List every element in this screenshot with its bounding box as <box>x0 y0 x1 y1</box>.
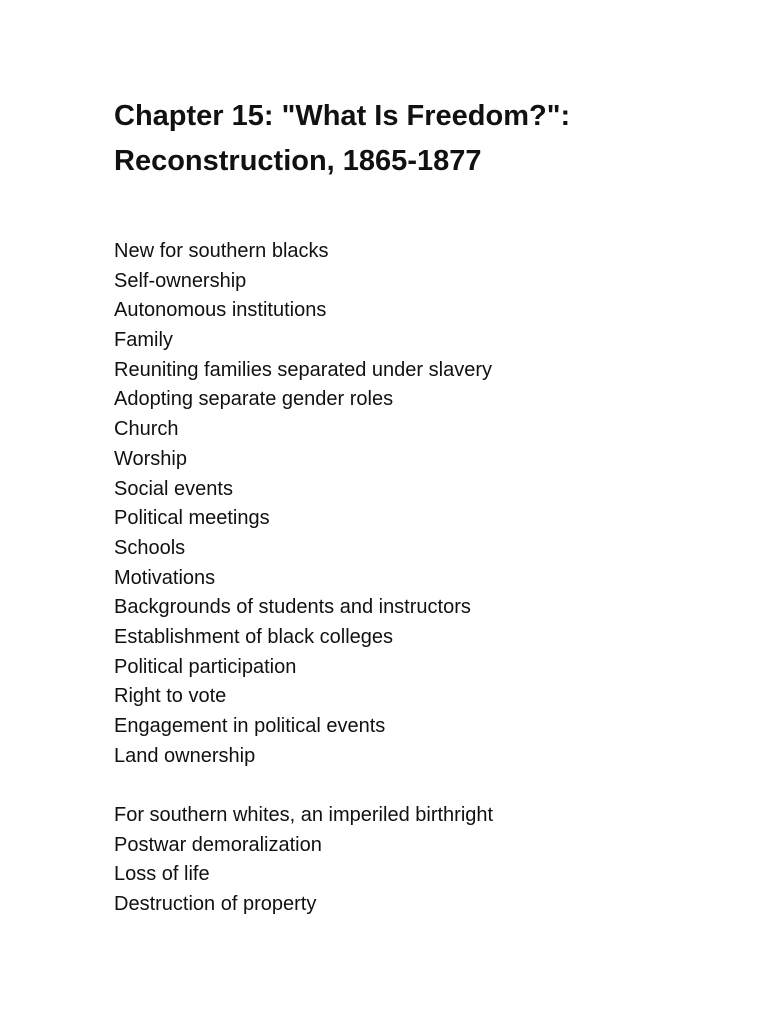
list-item: For southern whites, an imperiled birthright <box>114 804 494 826</box>
list-item: Motivations <box>114 566 216 589</box>
list-item: Autonomous institutions <box>114 299 327 322</box>
list-item: Right to vote <box>114 685 227 708</box>
list-item: Schools <box>114 536 186 559</box>
list-item: Church <box>114 418 179 441</box>
list-item: Adopting separate gender roles <box>114 388 394 411</box>
list-item: Family <box>114 329 173 352</box>
outline-section-southern-whites <box>114 801 714 920</box>
title-line-1: Chapter 15: "What Is Freedom?": <box>114 100 571 132</box>
page-title <box>114 94 714 184</box>
list-item: Political participation <box>114 655 297 678</box>
list-item: Destruction of property <box>114 893 317 916</box>
title-line-2: Reconstruction, 1865-1877 <box>114 145 482 177</box>
list-item: Worship <box>114 447 187 470</box>
list-item: Establishment of black colleges <box>114 625 394 648</box>
list-item: New for southern blacks <box>114 240 329 262</box>
outline-section-southern-blacks <box>114 237 714 771</box>
list-item: Political meetings <box>114 507 270 530</box>
list-item: Reuniting families separated under slavery <box>114 358 492 381</box>
list-item: Land ownership <box>114 744 256 767</box>
list-item: Loss of life <box>114 863 210 886</box>
list-item: Self-ownership <box>114 269 247 292</box>
list-item: Backgrounds of students and instructors <box>114 596 471 619</box>
list-item: Postwar demoralization <box>114 833 322 856</box>
list-item: Engagement in political events <box>114 715 386 737</box>
list-item: Social events <box>114 477 233 500</box>
